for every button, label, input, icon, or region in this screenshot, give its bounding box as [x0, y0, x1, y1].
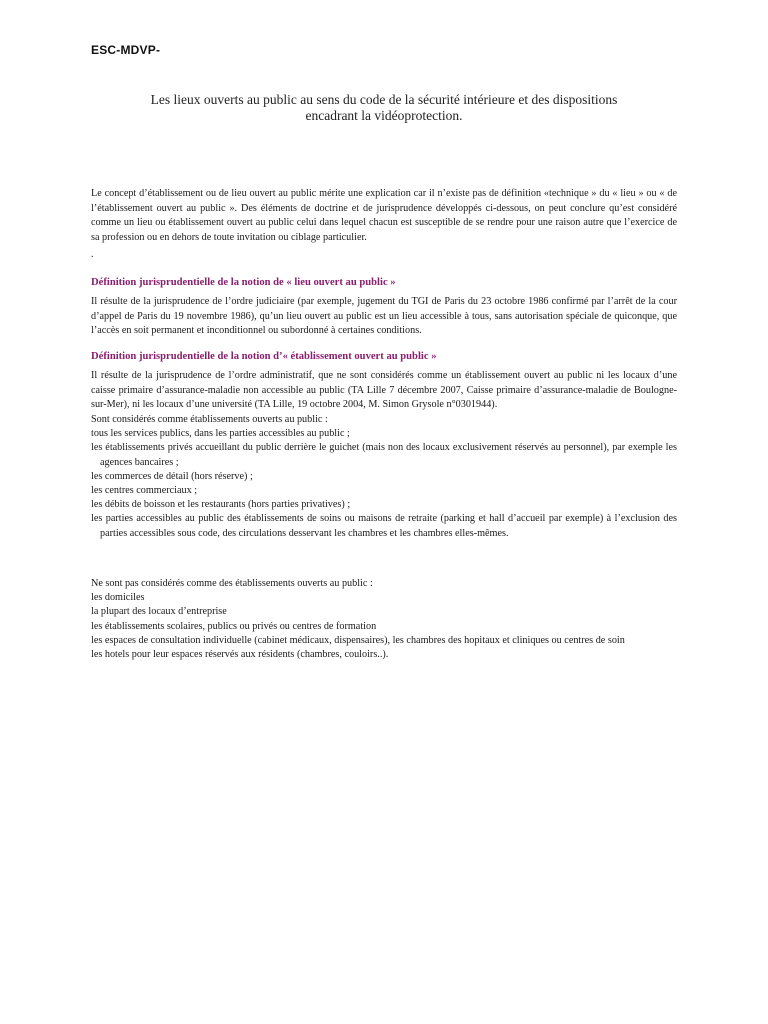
considered-intro: Sont considérés comme établissements ouverts au public :: [91, 414, 328, 425]
intro-paragraph: [91, 187, 677, 245]
document-code: ESC-MDVP-: [91, 43, 161, 57]
list-item: les espaces de consultation individuelle (cabinet médicaux, dispensaires), les chambres des hopitaux et cliniques ou centres de soin: [91, 634, 625, 646]
considered-list: [91, 413, 677, 541]
list-item: les établissements scolaires, publics ou privés ou centres de formation: [91, 620, 377, 632]
list-item: les débits de boisson et les restaurants (hors parties privatives) ;: [91, 499, 351, 511]
title-line-1: Les lieux ouverts au public au sens du code de la sécurité intérieure et des dispositions: [150, 92, 618, 107]
section-paragraph-lieu: [91, 295, 677, 339]
list-item: les commerces de détail (hors réserve) ;: [91, 470, 253, 482]
section-paragraph-etablissement: [91, 369, 677, 413]
list-item: les établissements privés accueillant du public derrière le guichet (mais non des locaux exclusivement réservés au personnel), par exemple les agences bancaires ;: [91, 442, 677, 468]
stray-dot: .: [91, 249, 94, 260]
section1-text: Il résulte de la jurisprudence de l’ordre judiciaire (par exemple, jugement du TGI de Paris du 23 octobre 1986 confirmé par l’arrêt de la cour d’appel de Paris du 19 novembre 1986), qu’un lieu ouvert au public est un lieu accessible à tous, sans autorisation spéciale de quiconque, que l’accès en soit permanent et inconditionnel ou subordonné à certaines conditions.: [91, 296, 677, 337]
list-item: les hotels pour leur espaces réservés aux résidents (chambres, couloirs..).: [91, 649, 389, 661]
list-item: tous les services publics, dans les parties accessibles au public ;: [91, 428, 350, 440]
list-item: les domiciles: [91, 592, 145, 604]
section2-text: Il résulte de la jurisprudence de l’ordre administratif, que ne sont considérés comme un établissement ouvert au public ni les locaux d’une caisse primaire d’assurance-maladie non accessible au public (TA Lille 7 décembre 2007, Caisse primaire d’assurance-maladie de Boulogne-sur-Mer), ni les locaux d’une université (TA Lille, 19 octobre 2004, M. Simon Grysole n°0301944).: [91, 370, 677, 411]
title-line-2: encadrant la vidéoprotection.: [305, 108, 463, 123]
list-item: les centres commerciaux ;: [91, 485, 198, 497]
section-heading-etablissement: Définition jurisprudentielle de la notion d’« établissement ouvert au public »: [91, 351, 437, 362]
section-heading-lieu: Définition jurisprudentielle de la notion de « lieu ouvert au public »: [91, 277, 396, 288]
not-considered-intro: Ne sont pas considérés comme des établissements ouverts au public :: [91, 578, 373, 589]
list-item: la plupart des locaux d’entreprise: [91, 606, 227, 618]
intro-text: Le concept d’établissement ou de lieu ouvert au public mérite une explication car il n’existe pas de définition «technique » du « lieu » ou « de l’établissement ouvert au public ». Des éléments de doctrine et de jurisprudence développés ci-dessous, on peut conclure qu’est considéré comme un lieu ou établissement ouvert au public celui dans lequel chacun est susceptible de se rendre pour une raison autre que l’exercice de sa profession ou en dehors de toute invitation ou ciblage particulier.: [91, 188, 677, 243]
not-considered-list: [91, 577, 677, 662]
document-title: [100, 92, 668, 124]
list-item: les parties accessibles au public des établissements de soins ou maisons de retraite (parking et hall d’accueil par exemple) à l’exclusion des parties accessibles sous code, des circulations desservant les chambres et les chambres elles-mêmes.: [91, 513, 677, 539]
